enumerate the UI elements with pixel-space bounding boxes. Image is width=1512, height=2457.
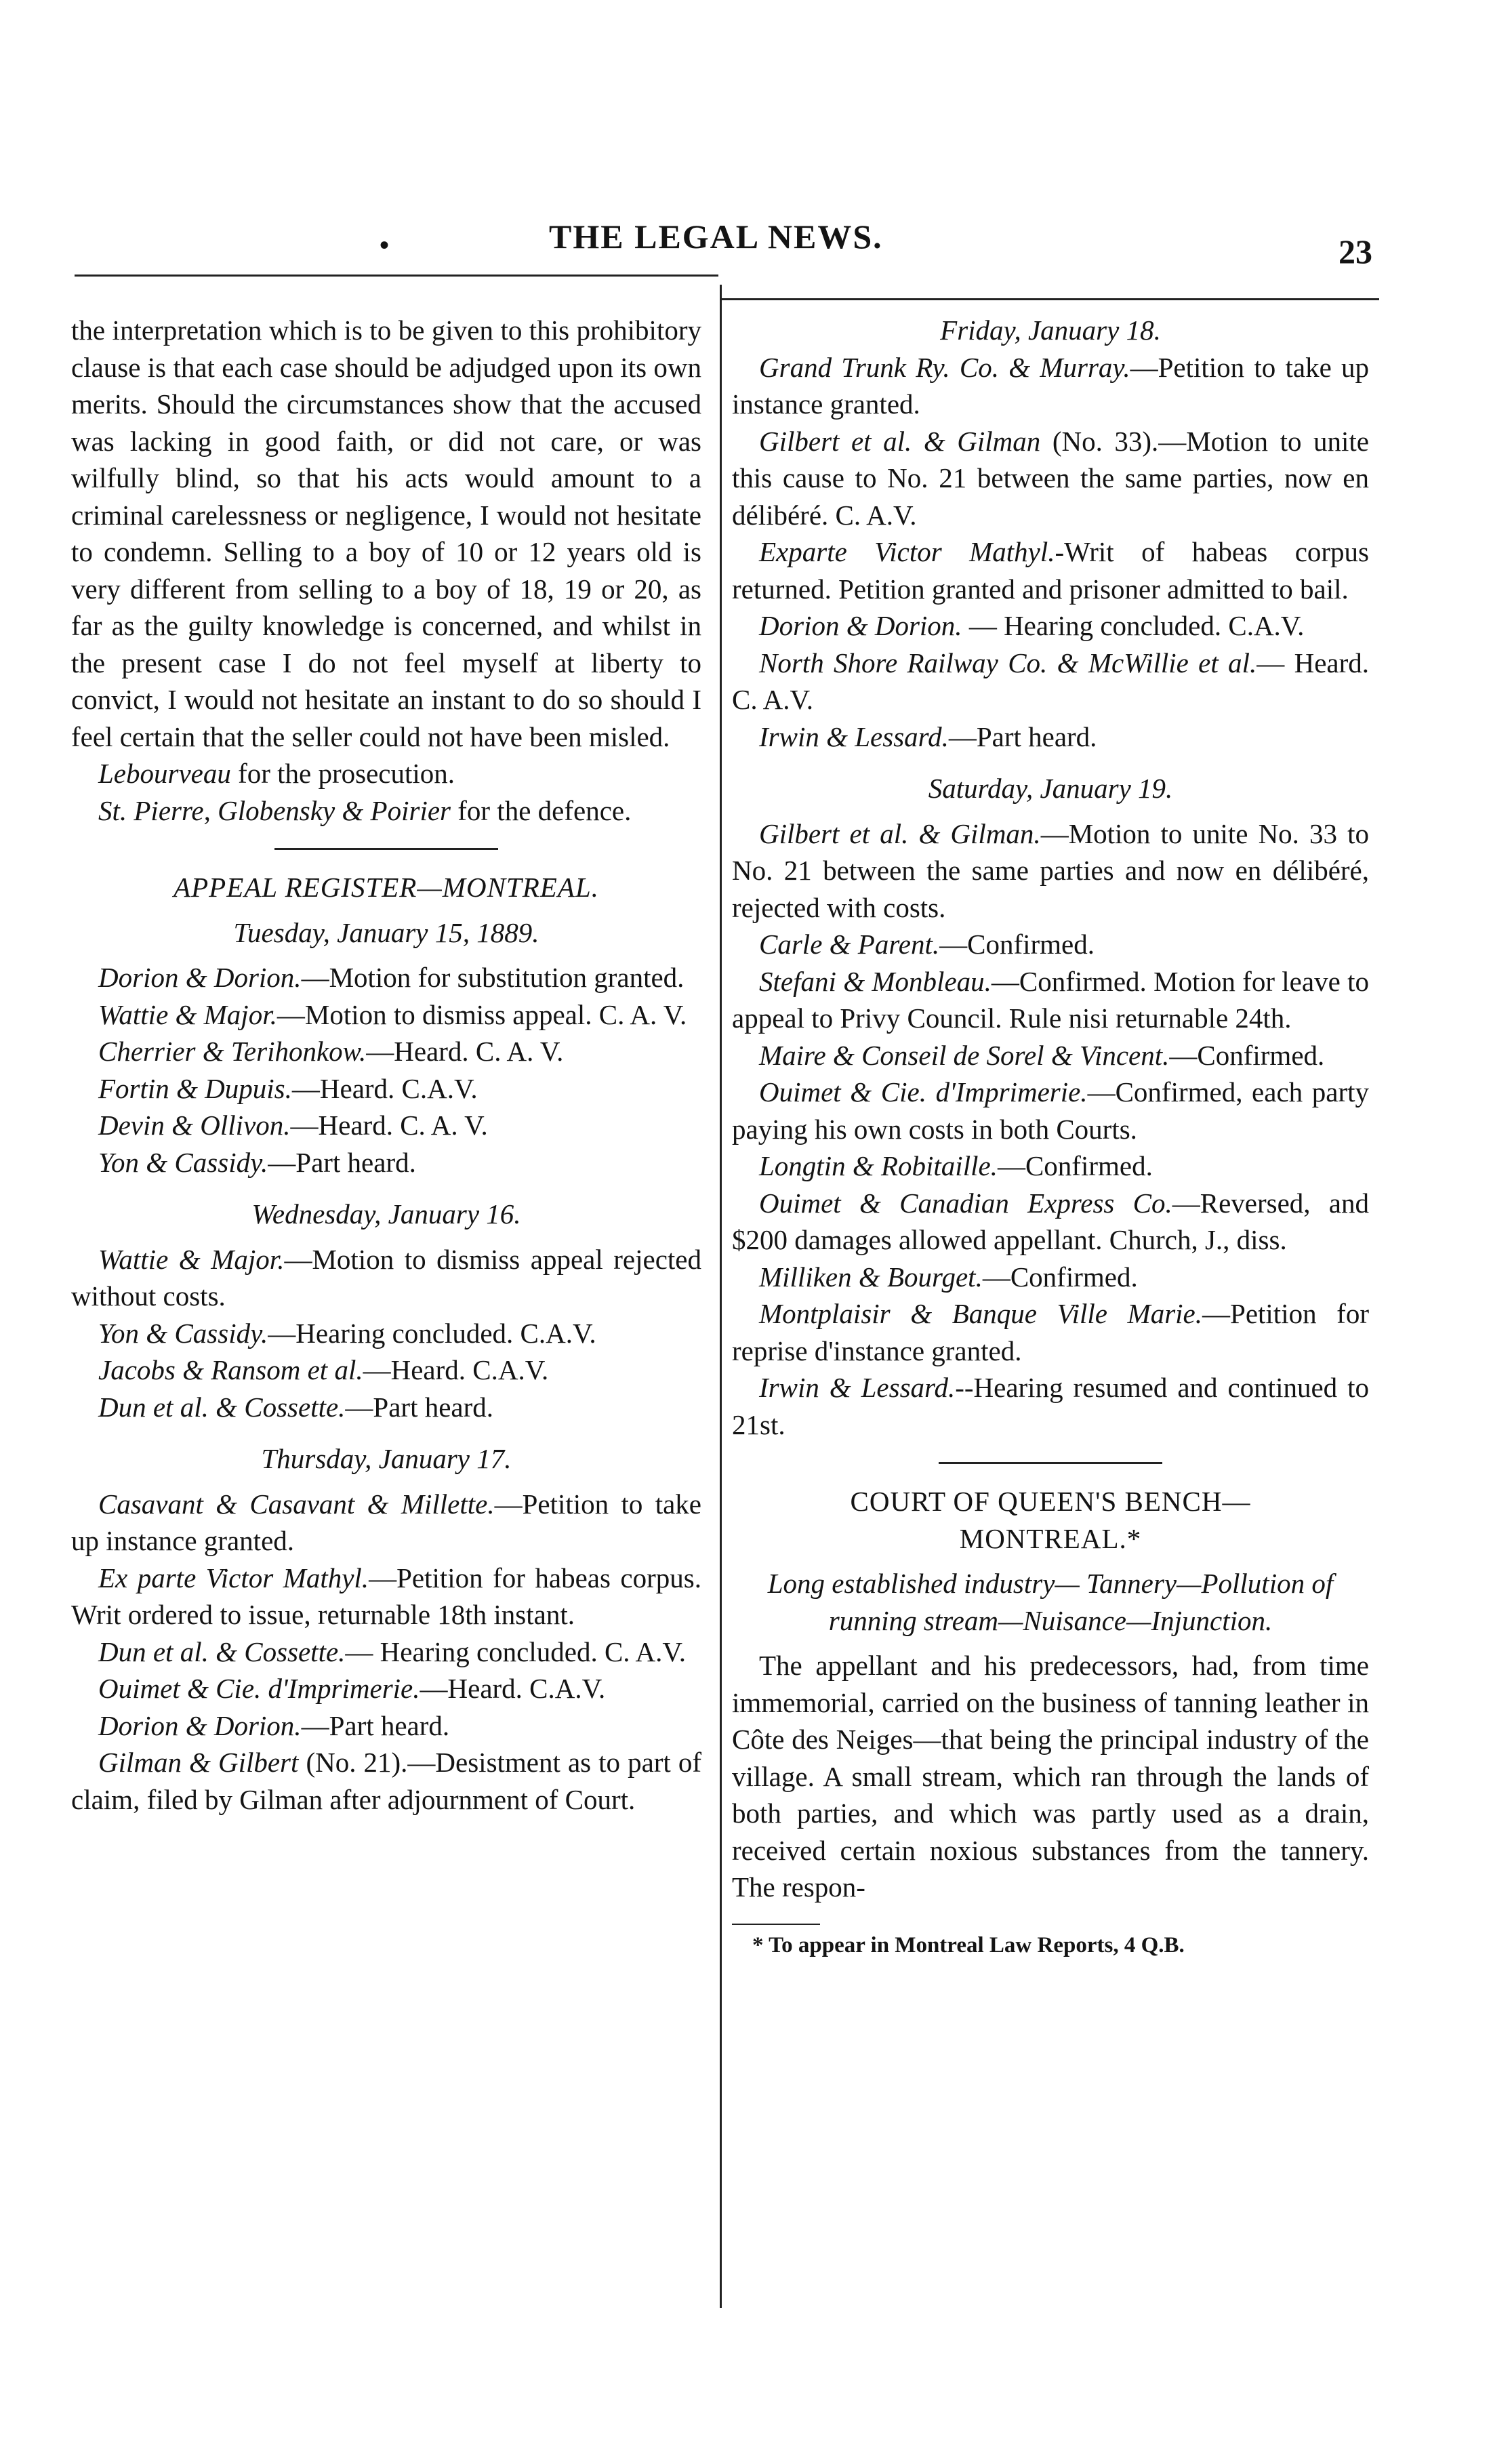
- entry-text: —Petition to take up instance granted.: [71, 1488, 701, 1556]
- entry-text: — Heard. C. A.V.: [732, 647, 1369, 715]
- register-entry: [71, 1560, 701, 1633]
- case-name: Maire & Conseil de Sorel & Vincent.: [759, 1039, 1170, 1071]
- entry-text: —Confirmed.: [939, 929, 1095, 960]
- register-entry: [71, 1389, 701, 1426]
- register-entry: [732, 1148, 1369, 1185]
- register-entry: [732, 1259, 1369, 1296]
- case-name: Cherrier & Terihonkow.: [98, 1036, 367, 1067]
- case-name: Casavant & Casavant & Millette.: [98, 1488, 495, 1520]
- register-entry: [71, 1144, 701, 1181]
- entry-text: — Hearing concluded. C.A.V.: [962, 610, 1305, 641]
- register-entry: [71, 1486, 701, 1560]
- case-name: Wattie & Major.: [98, 998, 277, 1030]
- wednesday-entries: [71, 1241, 701, 1426]
- case-body: The appellant and his predecessors, had, from time immemorial, carried on the business of tanning leather in Côte des Neiges—that being the principal industry of the village. A small stream, which ran through the lands of both parties, and which was partly used as a drain, received certain noxious substances from the tannery. The respon-: [732, 1650, 1369, 1903]
- register-entry: [732, 718, 1369, 756]
- case-name: North Shore Railway Co. & McWillie et al.: [759, 647, 1257, 678]
- thursday-entries: [71, 1486, 701, 1819]
- register-entry: [71, 1744, 701, 1818]
- page-number: 23: [1339, 232, 1372, 270]
- entry-text: —Heard. C. A. V.: [290, 1110, 488, 1141]
- case-name: Devin & Ollivon.: [98, 1110, 291, 1141]
- counsel-text: for the prosecution.: [230, 758, 455, 789]
- friday-entries: [732, 349, 1369, 756]
- case-name: Irwin & Lessard.: [759, 1372, 956, 1403]
- column-divider: [720, 285, 722, 2308]
- case-name: Montplaisir & Banque Ville Marie.: [759, 1298, 1203, 1329]
- date-heading-thursday: Thursday, January 17.: [261, 1443, 512, 1474]
- entry-text: —Part heard.: [268, 1146, 416, 1178]
- register-entry: [71, 959, 701, 996]
- register-entry: [732, 963, 1369, 1037]
- case-name: Grand Trunk Ry. Co. & Murray.: [759, 351, 1130, 383]
- entry-text: —Heard. C. A. V.: [366, 1036, 564, 1067]
- case-name: Fortin & Dupuis.: [98, 1072, 292, 1104]
- register-entry: [71, 1707, 701, 1745]
- case-name: Irwin & Lessard.: [759, 720, 949, 752]
- register-entry: [71, 1070, 701, 1108]
- case-name: Dun et al. & Cossette.: [98, 1636, 346, 1667]
- footnote-rule: [732, 1924, 820, 1925]
- date-heading-wednesday: Wednesday, January 16.: [251, 1198, 521, 1230]
- court-heading-city: MONTREAL.*: [959, 1522, 1142, 1554]
- tuesday-entries: [71, 959, 701, 1181]
- register-entry: [71, 1107, 701, 1144]
- register-entry: [71, 1352, 701, 1389]
- register-entry: [732, 1295, 1369, 1369]
- court-heading: COURT OF QUEEN'S BENCH—: [850, 1486, 1251, 1517]
- register-entry: [732, 815, 1369, 927]
- case-name: Gilman & Gilbert: [98, 1747, 299, 1778]
- section-rule: [274, 848, 498, 850]
- case-name: Gilbert et al. & Gilman.: [759, 817, 1041, 849]
- register-entry: [71, 1633, 701, 1671]
- case-name: Ouimet & Canadian Express Co.: [759, 1187, 1172, 1219]
- case-name: Gilbert et al. & Gilman: [759, 425, 1041, 457]
- entry-text: —Petition for reprise d'instance granted.: [732, 1298, 1369, 1366]
- register-entry: [732, 926, 1369, 963]
- entry-text: —Motion to unite No. 33 to No. 21 between the same parties and now en délibéré, rejected with costs.: [732, 817, 1370, 923]
- entry-text: —Confirmed.: [982, 1261, 1138, 1293]
- counsel-name: Lebourveau: [98, 758, 231, 789]
- judgment-paragraph: the interpretation which is to be given to this prohibitory clause is that each case should be adjudged upon its own merits. Should the circumstances show that the accused was lacking in good faith, or did not care, or was wilfully blind, so that his acts would amount to a criminal carelessness or negligence, I would not hesitate to condemn. Selling to a boy of 10 or 12 years old is very different from selling to a boy of 18, 19 or 20, as far as the guilty knowledge is concerned, and whilst in the present case I do not feel myself at liberty to convict, I would not hesitate an instant to do so should I feel certain that the seller could not have been misled.: [71, 314, 701, 752]
- register-entry: [732, 607, 1369, 645]
- entry-text: -Writ of habeas corpus returned. Petition granted and prisoner admitted to bail.: [732, 536, 1370, 605]
- entry-text: --Hearing resumed and continued to 21st.: [732, 1372, 1369, 1440]
- register-entry: [732, 1369, 1369, 1443]
- entry-text: —Part heard.: [345, 1391, 494, 1423]
- entry-text: —Petition for habeas corpus. Writ ordered to issue, returnable 18th instant.: [71, 1562, 701, 1630]
- register-entry: [732, 533, 1369, 607]
- register-entry: [732, 1074, 1369, 1148]
- date-heading-saturday: Saturday, January 19.: [928, 773, 1173, 804]
- section-rule: [939, 1462, 1162, 1464]
- case-name: Stefani & Monbleau.: [759, 965, 992, 997]
- entry-text: —Petition to take up instance granted.: [732, 351, 1369, 420]
- header-rule-left: [75, 275, 718, 277]
- header-bullet: •: [380, 230, 390, 260]
- case-name: Carle & Parent.: [759, 929, 940, 960]
- entry-text: (No. 33).—Motion to unite this cause to No. 21 between the same parties, now en délibéré. C. A.V.: [732, 425, 1369, 531]
- date-heading-tuesday: Tuesday, January 15, 1889.: [233, 916, 539, 948]
- counsel-defence: [71, 792, 701, 830]
- case-name: Ouimet & Cie. d'Imprimerie.: [98, 1673, 420, 1704]
- headnote: Long established industry— Tannery—Pollution of running stream—Nuisance—Injunction.: [767, 1568, 1334, 1636]
- entry-text: —Heard. C.A.V.: [420, 1673, 606, 1704]
- date-heading-friday: Friday, January 18.: [940, 314, 1161, 346]
- entry-text: —Confirmed, each party paying his own costs in both Courts.: [732, 1076, 1369, 1145]
- entry-text: —Heard. C.A.V.: [291, 1072, 478, 1104]
- entry-text: —Confirmed.: [997, 1150, 1153, 1181]
- appeal-register-heading: APPEAL REGISTER—MONTREAL.: [173, 872, 599, 903]
- case-name: Ouimet & Cie. d'Imprimerie.: [759, 1076, 1088, 1108]
- counsel-prosecution: [71, 755, 701, 792]
- entry-text: —Motion for substitution granted.: [301, 962, 685, 993]
- case-name: Dorion & Dorion.: [759, 610, 962, 641]
- entry-text: —Motion to dismiss appeal. C. A. V.: [277, 998, 687, 1030]
- register-entry: [71, 1241, 701, 1315]
- entry-text: — Hearing concluded. C. A.V.: [345, 1636, 686, 1667]
- right-column: [732, 312, 1369, 1960]
- entry-text: —Part heard.: [948, 720, 1097, 752]
- left-column: [71, 312, 701, 1818]
- entry-text: (No. 21).—Desistment as to part of claim, filed by Gilman after adjournment of Court.: [71, 1747, 702, 1815]
- entry-text: —Reversed, and $200 damages allowed appellant. Church, J., diss.: [732, 1187, 1369, 1255]
- case-name: Dun et al. & Cossette.: [98, 1391, 346, 1423]
- register-entry: [732, 645, 1369, 718]
- case-name: Exparte Victor Mathyl.: [759, 536, 1055, 567]
- register-entry: [71, 1670, 701, 1707]
- case-name: Yon & Cassidy.: [98, 1317, 268, 1349]
- entry-text: —Hearing concluded. C.A.V.: [268, 1317, 596, 1349]
- case-name: Dorion & Dorion.: [98, 962, 302, 993]
- case-name: Yon & Cassidy.: [98, 1146, 268, 1178]
- entry-text: —Confirmed. Motion for leave to appeal to Privy Council. Rule nisi returnable 24th.: [732, 965, 1369, 1034]
- register-entry: [732, 1185, 1369, 1259]
- entry-text: —Heard. C.A.V.: [363, 1354, 549, 1385]
- case-name: Longtin & Robitaille.: [759, 1150, 998, 1181]
- entry-text: —Confirmed.: [1169, 1039, 1325, 1071]
- register-entry: [71, 1033, 701, 1070]
- entry-text: —Motion to dismiss appeal rejected without costs.: [71, 1243, 701, 1312]
- case-name: Dorion & Dorion.: [98, 1709, 302, 1741]
- header-rule-right: [722, 298, 1379, 300]
- register-entry: [71, 1315, 701, 1352]
- case-name: Wattie & Major.: [98, 1243, 285, 1275]
- register-entry: [732, 423, 1369, 534]
- saturday-entries: [732, 815, 1369, 1444]
- footnote: * To appear in Montreal Law Reports, 4 Q.B.: [752, 1932, 1185, 1957]
- counsel-text: for the defence.: [451, 794, 632, 826]
- case-name: Jacobs & Ransom et al.: [98, 1354, 363, 1385]
- register-entry: [71, 996, 701, 1034]
- entry-text: —Part heard.: [301, 1709, 450, 1741]
- case-name: Milliken & Bourget.: [759, 1261, 983, 1293]
- page-header: [0, 203, 1512, 278]
- register-entry: [732, 1037, 1369, 1074]
- running-title: THE LEGAL NEWS.: [549, 218, 883, 256]
- counsel-name: St. Pierre, Globensky & Poirier: [98, 794, 451, 826]
- register-entry: [732, 349, 1369, 423]
- case-name: Ex parte Victor Mathyl.: [98, 1562, 369, 1593]
